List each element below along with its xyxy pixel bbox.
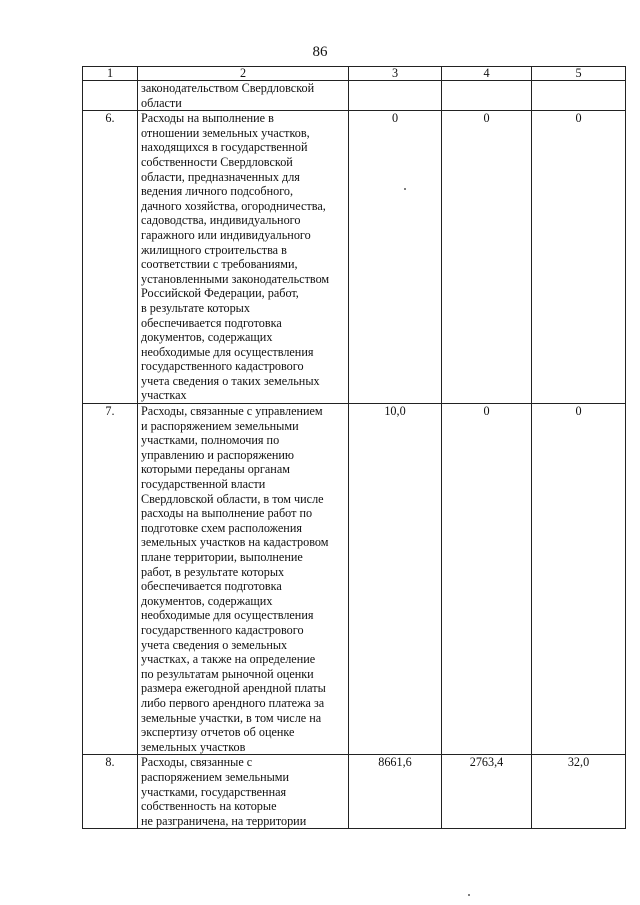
- row-value-col4: 0: [442, 111, 532, 404]
- header-col-5: 5: [532, 67, 626, 81]
- row-number: 7.: [83, 404, 138, 755]
- header-col-2: 2: [138, 67, 349, 81]
- scan-speck: [404, 188, 406, 190]
- row-number: [83, 81, 138, 111]
- row-value-col3: [349, 81, 442, 111]
- row-value-col4: 2763,4: [442, 755, 532, 829]
- header-col-1: 1: [83, 67, 138, 81]
- row-value-col5: 32,0: [532, 755, 626, 829]
- table-header-row: [83, 67, 626, 81]
- row-description: законодательством Свердловской области: [138, 81, 349, 111]
- table-row: [83, 111, 626, 404]
- row-value-col5: 0: [532, 404, 626, 755]
- table-row: [83, 755, 626, 829]
- header-col-4: 4: [442, 67, 532, 81]
- page-number: 86: [312, 44, 328, 60]
- row-number: 8.: [83, 755, 138, 829]
- row-value-col5: [532, 81, 626, 111]
- header-col-3: 3: [349, 67, 442, 81]
- row-value-col3: 8661,6: [349, 755, 442, 829]
- row-description: Расходы, связанные с распоряжением земельными участками, государственная собственность на которые не разграничена, на территории: [138, 755, 349, 829]
- scan-speck: [468, 894, 470, 896]
- row-description: Расходы, связанные с управлением и распоряжением земельными участками, полномочия по управлению и распоряжению которыми переданы органам государственной власти Свердловской области, в том числе расходы на выполнение работ по подготовке схем расположения земельных участков на кадастровом плане территории, выполнение работ, в результате которых обеспечивается подготовка документов, содержащих необходимые для осуществления государственного кадастрового учета сведения о земельных участках, а также на определение по результатам рыночной оценки размера ежегодной арендной платы либо первого арендного платежа за земельные участки, в том числе на экспертизу отчетов об оценке земельных участков: [138, 404, 349, 755]
- row-value-col3: 0: [349, 111, 442, 404]
- budget-table: [82, 66, 626, 829]
- row-value-col3: 10,0: [349, 404, 442, 755]
- row-number: 6.: [83, 111, 138, 404]
- row-value-col4: [442, 81, 532, 111]
- row-description: Расходы на выполнение в отношении земельных участков, находящихся в государственной собственности Свердловской области, предназначенных для ведения личного подсобного, дачного хозяйства, огородничества, садоводства, индивидуального гаражного или индивидуального жилищного строительства в соответствии с требованиями, установленными законодательством Российской Федерации, работ, в результате которых обеспечивается подготовка документов, содержащих необходимые для осуществления государственного кадастрового учета сведения о таких земельных участках: [138, 111, 349, 404]
- row-value-col5: 0: [532, 111, 626, 404]
- table-row: [83, 81, 626, 111]
- row-value-col4: 0: [442, 404, 532, 755]
- table-row: [83, 404, 626, 755]
